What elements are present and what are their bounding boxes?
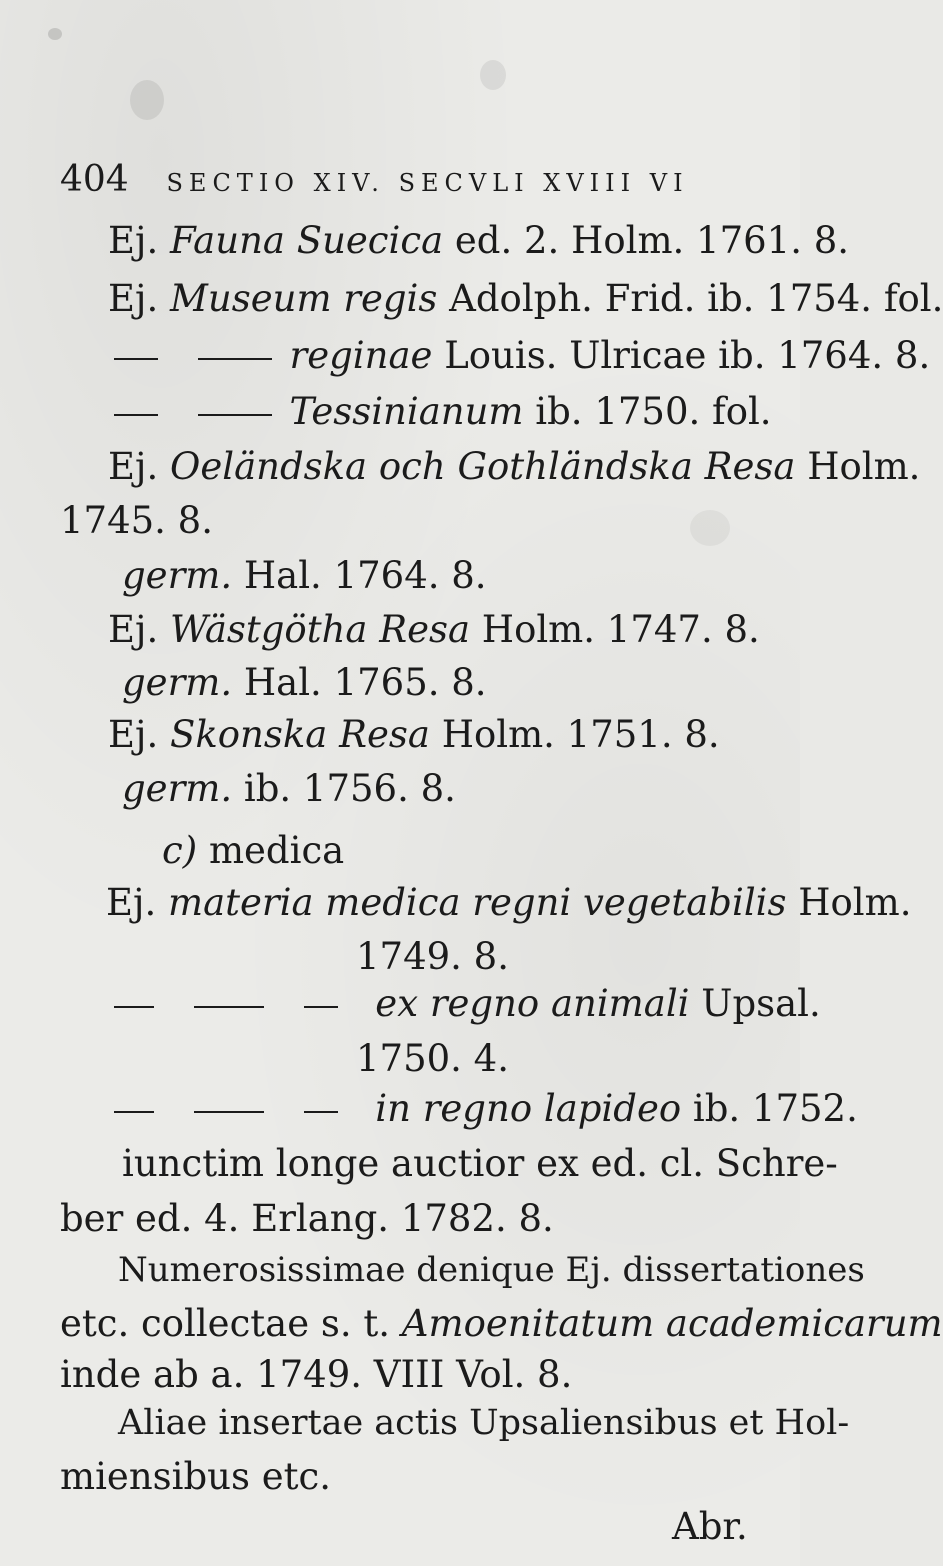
entry-line	[122, 554, 487, 597]
imprint: Upsal.	[701, 982, 821, 1025]
ditto-dash	[114, 1006, 154, 1008]
body-line	[60, 1197, 554, 1240]
imprint: 1745. 8.	[60, 499, 213, 542]
imprint: Holm.	[807, 445, 921, 488]
body-text: etc. collectae s. t.	[60, 1302, 391, 1345]
body-line	[60, 1455, 331, 1498]
imprint: ib. 1750. fol.	[535, 390, 772, 433]
imprint: Holm.	[798, 881, 912, 924]
imprint: Hal. 1765. 8.	[243, 661, 487, 704]
ditto-dash	[198, 358, 272, 360]
title-italic: Amoenitatum academicarum	[401, 1302, 943, 1345]
ditto-dash	[194, 1111, 264, 1113]
title-italic: Oeländska och Gothländska Resa	[170, 445, 796, 488]
author-abbrev: Ej.	[108, 219, 159, 262]
entry-line	[122, 661, 487, 704]
imprint: Holm. 1751. 8.	[441, 713, 720, 756]
title-italic: in regno lapideo	[375, 1087, 682, 1130]
translation-label: germ.	[122, 661, 233, 704]
entry-line	[356, 1037, 509, 1080]
imprint: ed. 2. Holm. 1761. 8.	[454, 219, 850, 262]
entry-line	[108, 334, 931, 377]
entry-line	[108, 982, 821, 1025]
ditto-dash	[304, 1006, 338, 1008]
title-italic: ex regno animali	[375, 982, 690, 1025]
ditto-dash	[114, 414, 158, 416]
entry-line	[108, 277, 943, 320]
author-abbrev: Ej.	[108, 713, 159, 756]
body-line	[118, 1250, 865, 1290]
ditto-dash	[198, 414, 272, 416]
imprint: Louis. Ulricae ib. 1764. 8.	[444, 334, 931, 377]
entry-line	[108, 713, 720, 756]
page-number: 404	[60, 159, 129, 200]
ditto-dash	[114, 358, 158, 360]
title-italic: Fauna Suecica	[170, 219, 444, 262]
entry-line	[108, 390, 772, 433]
body-text: inde ab a. 1749. VIII Vol. 8.	[60, 1353, 573, 1396]
body-text: iunctim longe auctior ex ed. cl. Schre-	[122, 1142, 838, 1185]
title-italic: materia medica regni vegetabilis	[168, 881, 787, 924]
translation-label: germ.	[122, 554, 233, 597]
translation-label: germ.	[122, 767, 233, 810]
entry-line	[356, 935, 509, 978]
imprint: Adolph. Frid. ib. 1754. fol.	[449, 277, 943, 320]
ink-spot	[130, 80, 164, 120]
entry-line	[108, 445, 921, 488]
author-abbrev: Ej.	[108, 277, 159, 320]
entry-line	[60, 499, 213, 542]
body-text: Numerosissimae denique Ej. dissertationes	[118, 1250, 865, 1290]
entry-line	[106, 881, 912, 924]
ink-spot	[48, 28, 62, 40]
entry-line	[108, 608, 760, 651]
ditto-dash	[194, 1006, 264, 1008]
imprint: ib. 1752.	[692, 1087, 858, 1130]
ink-spot	[690, 510, 730, 546]
title-italic: Skonska Resa	[170, 713, 430, 756]
author-abbrev: Ej.	[108, 445, 159, 488]
ditto-dash	[304, 1111, 338, 1113]
author-abbrev: Ej.	[108, 608, 159, 651]
entry-line	[122, 767, 456, 810]
body-text: Aliae insertae actis Upsaliensibus et Hol-	[118, 1403, 850, 1443]
imprint: ib. 1756. 8.	[243, 767, 456, 810]
imprint: Holm. 1747. 8.	[481, 608, 760, 651]
entry-line	[108, 219, 850, 262]
imprint: 1750. 4.	[356, 1037, 509, 1080]
subsection-letter: c)	[162, 829, 198, 872]
body-line	[122, 1142, 838, 1185]
title-italic: Wästgötha Resa	[170, 608, 471, 651]
ink-spot	[480, 60, 506, 90]
body-text: ber ed. 4. Erlang. 1782. 8.	[60, 1197, 554, 1240]
entry-line	[108, 1087, 858, 1130]
body-text: miensibus etc.	[60, 1455, 331, 1498]
ditto-dash	[114, 1111, 154, 1113]
title-italic: Museum regis	[170, 277, 438, 320]
subsection-heading	[162, 829, 345, 872]
title-italic: Tessinianum	[289, 390, 524, 433]
imprint: 1749. 8.	[356, 935, 509, 978]
body-line	[60, 1302, 943, 1345]
body-line	[118, 1403, 850, 1443]
running-title: SECTIO XIV. SECVLI XVIII VI	[166, 169, 689, 197]
body-line	[60, 1353, 573, 1396]
page-header	[60, 160, 689, 198]
title-italic: reginae	[289, 334, 433, 377]
catchword: Abr.	[672, 1505, 748, 1548]
author-abbrev: Ej.	[106, 881, 157, 924]
imprint: Hal. 1764. 8.	[243, 554, 487, 597]
subsection-title: medica	[208, 829, 345, 872]
